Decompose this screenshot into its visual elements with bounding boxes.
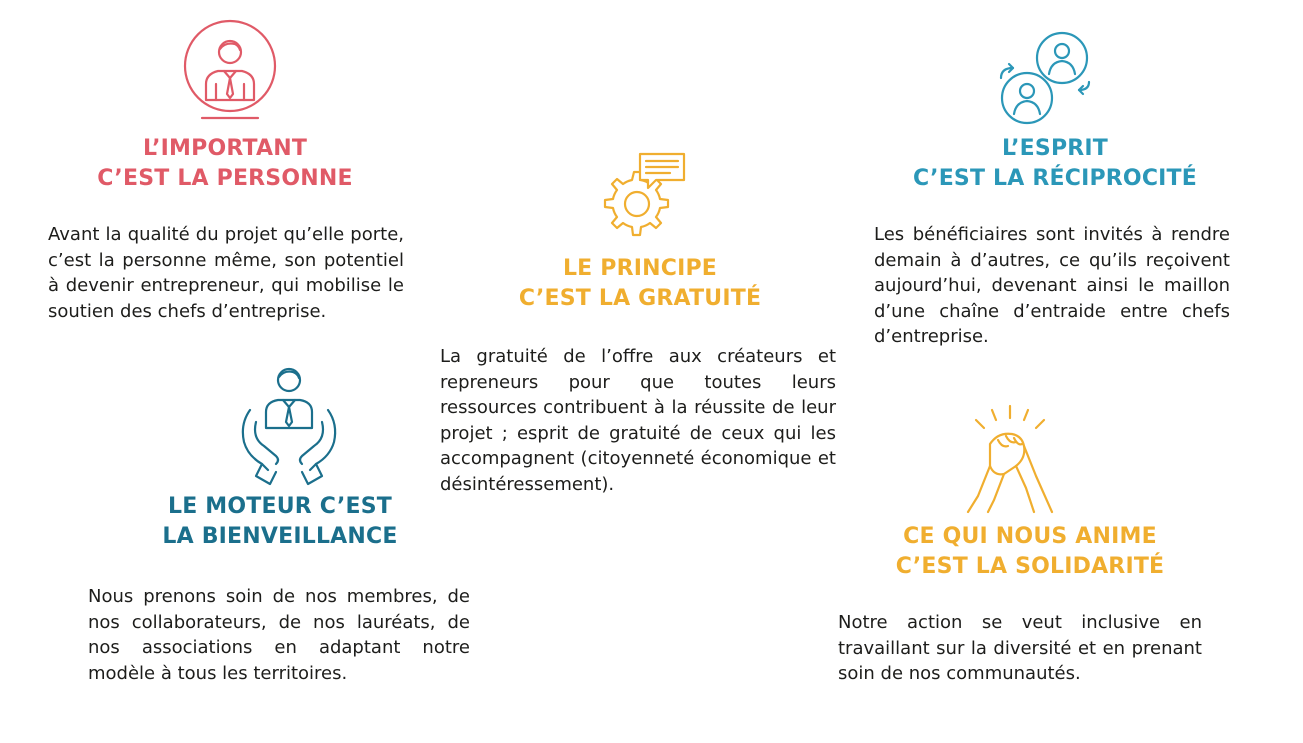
title-solidarite xyxy=(860,522,1200,582)
text-bienveillance: Nous prenons soin de nos membres, de nos collaborateurs, de nos lauréats, de nos associations en adaptant notre modèle à tous les territoires. xyxy=(88,586,470,684)
text-reciprocite: Les bénéficiaires sont invités à rendre demain à d’autres, ce qu’ils reçoivent aujourd’hui, devenant ainsi le maillon d’une chaîne d’entraide entre chefs d’entreprise. xyxy=(874,224,1230,347)
title-line-1: LE PRINCIPE xyxy=(562,256,718,281)
text-solidarite: Notre action se veut inclusive en travaillant sur la diversité et en prenant soin de nos communautés. xyxy=(838,612,1202,684)
title-reciprocite xyxy=(880,134,1230,194)
title-line-1: LE MOTEUR C’EST xyxy=(168,494,392,519)
text-personne: Avant la qualité du projet qu’elle porte, c’est la personne même, son potentiel à devenir entrepreneur, qui mobilise le soutien des chefs d’entreprise. xyxy=(48,224,404,322)
title-line-2: C’EST LA PERSONNE xyxy=(97,166,353,191)
title-line-2: C’EST LA RÉCIPROCITÉ xyxy=(913,166,1197,191)
clasped-hands-icon xyxy=(960,404,1060,516)
title-line-1: CE QUI NOUS ANIME xyxy=(903,524,1157,549)
title-gratuite xyxy=(480,254,800,314)
person-in-circle-icon xyxy=(180,18,280,123)
title-line-2: LA BIENVEILLANCE xyxy=(162,524,398,549)
exchange-people-icon xyxy=(995,30,1095,130)
title-line-2: C’EST LA SOLIDARITÉ xyxy=(895,554,1165,579)
title-bienveillance xyxy=(120,492,440,552)
gear-with-chat-icon xyxy=(594,150,690,250)
title-line-1: L’ESPRIT xyxy=(1001,136,1109,161)
title-personne xyxy=(70,134,380,194)
text-gratuite: La gratuité de l’offre aux créateurs et repreneurs pour que toutes leurs ressources contribuent à la réussite de leur projet ; esprit de gratuité de ceux qui les accompagnent (citoyenneté économique et désintéressement). xyxy=(440,346,836,495)
title-line-1: L’IMPORTANT xyxy=(142,136,308,161)
title-line-2: C’EST LA GRATUITÉ xyxy=(518,286,762,311)
caring-hands-icon xyxy=(236,366,342,490)
